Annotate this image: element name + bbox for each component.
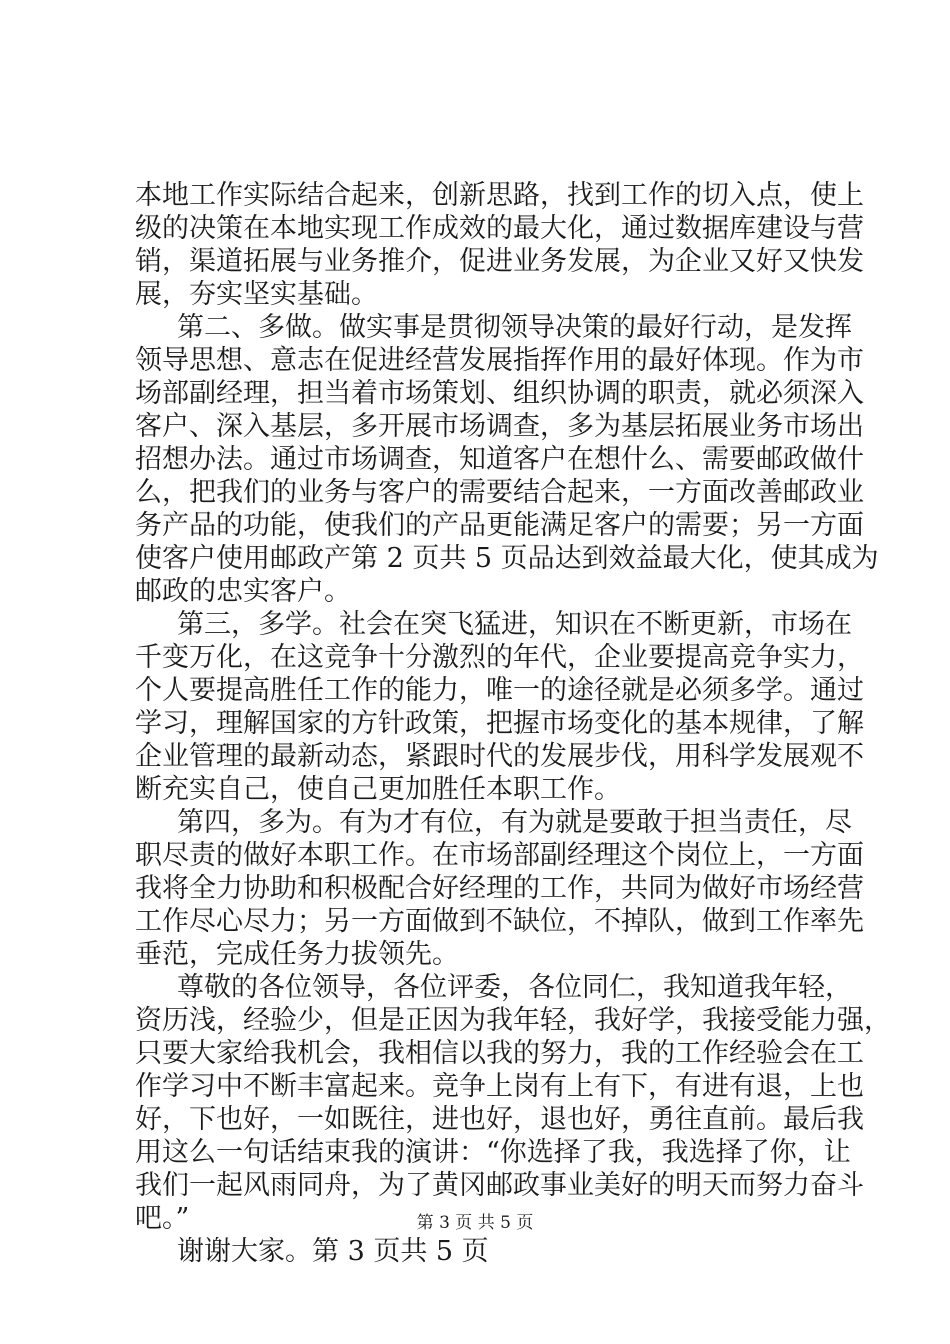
body-text-line: 使客户使用邮政产第 2 页共 5 页品达到效益最大化，使其成为 xyxy=(135,543,879,574)
body-text-line: 本地工作实际结合起来，创新思路，找到工作的切入点，使上 xyxy=(135,180,864,211)
paragraph-start-line: 尊敬的各位领导，各位评委，各位同仁，我知道我年轻， xyxy=(177,972,852,1003)
paragraph-start-line: 第二、多做。做实事是贯彻领导决策的最好行动，是发挥 xyxy=(177,312,852,343)
body-text-line: 好，下也好，一如既往，进也好，退也好，勇往直前。最后我 xyxy=(135,1104,864,1135)
body-text-line: 学习，理解国家的方针政策，把握市场变化的基本规律，了解 xyxy=(135,708,864,739)
body-text-line: 用这么一句话结束我的演讲：“你选择了我，我选择了你，让 xyxy=(135,1137,851,1168)
body-text-line: 作学习中不断丰富起来。竞争上岗有上有下，有进有退，上也 xyxy=(135,1071,864,1102)
body-text-line: 领导思想、意志在促进经营发展指挥作用的最好体现。作为市 xyxy=(135,345,864,376)
body-text-line: 只要大家给我机会，我相信以我的努力，我的工作经验会在工 xyxy=(135,1038,864,1069)
body-text-line: 吧。” xyxy=(135,1203,190,1234)
body-text-line: 么，把我们的业务与客户的需要结合起来，一方面改善邮政业 xyxy=(135,477,864,508)
body-text-line: 我将全力协助和积极配合好经理的工作，共同为做好市场经营 xyxy=(135,873,864,904)
paragraph-start-line: 第三，多学。社会在突飞猛进，知识在不断更新，市场在 xyxy=(177,609,852,640)
body-text-line: 我们一起风雨同舟，为了黄冈邮政事业美好的明天而努力奋斗 xyxy=(135,1170,864,1201)
body-text-line: 断充实自己，使自己更加胜任本职工作。 xyxy=(135,774,621,805)
body-text-line: 销，渠道拓展与业务推介，促进业务发展，为企业又好又快发 xyxy=(135,246,864,277)
page-footer: 第 3 页 共 5 页 xyxy=(416,1213,534,1233)
body-text-line: 职尽责的做好本职工作。在市场部副经理这个岗位上，一方面 xyxy=(135,840,864,871)
body-text-line: 企业管理的最新动态，紧跟时代的发展步伐，用科学发展观不 xyxy=(135,741,864,772)
body-text-line: 务产品的功能，使我们的产品更能满足客户的需要；另一方面 xyxy=(135,510,864,541)
paragraph-start-line: 第四，多为。有为才有位，有为就是要敢于担当责任，尽 xyxy=(177,807,852,838)
body-text-line: 展，夯实坚实基础。 xyxy=(135,279,378,310)
body-text-line: 垂范，完成任务力拔领先。 xyxy=(135,939,459,970)
body-text-line: 千变万化，在这竞争十分激烈的年代，企业要提高竞争实力， xyxy=(135,642,864,673)
body-text-line: 资历浅，经验少，但是正因为我年轻，我好学，我接受能力强， xyxy=(135,1005,891,1036)
body-text-line: 客户、深入基层，多开展市场调查，多为基层拓展业务市场出 xyxy=(135,411,864,442)
paragraph-start-line: 谢谢大家。第 3 页共 5 页 xyxy=(177,1236,489,1267)
body-text-line: 场部副经理，担当着市场策划、组织协调的职责，就必须深入 xyxy=(135,378,864,409)
body-text-line: 招想办法。通过市场调查，知道客户在想什么、需要邮政做什 xyxy=(135,444,864,475)
body-text-line: 级的决策在本地实现工作成效的最大化，通过数据库建设与营 xyxy=(135,213,864,244)
body-text-line: 工作尽心尽力；另一方面做到不缺位，不掉队，做到工作率先 xyxy=(135,906,864,937)
body-text-line: 个人要提高胜任工作的能力，唯一的途径就是必须多学。通过 xyxy=(135,675,864,706)
body-text-line: 邮政的忠实客户。 xyxy=(135,576,351,607)
